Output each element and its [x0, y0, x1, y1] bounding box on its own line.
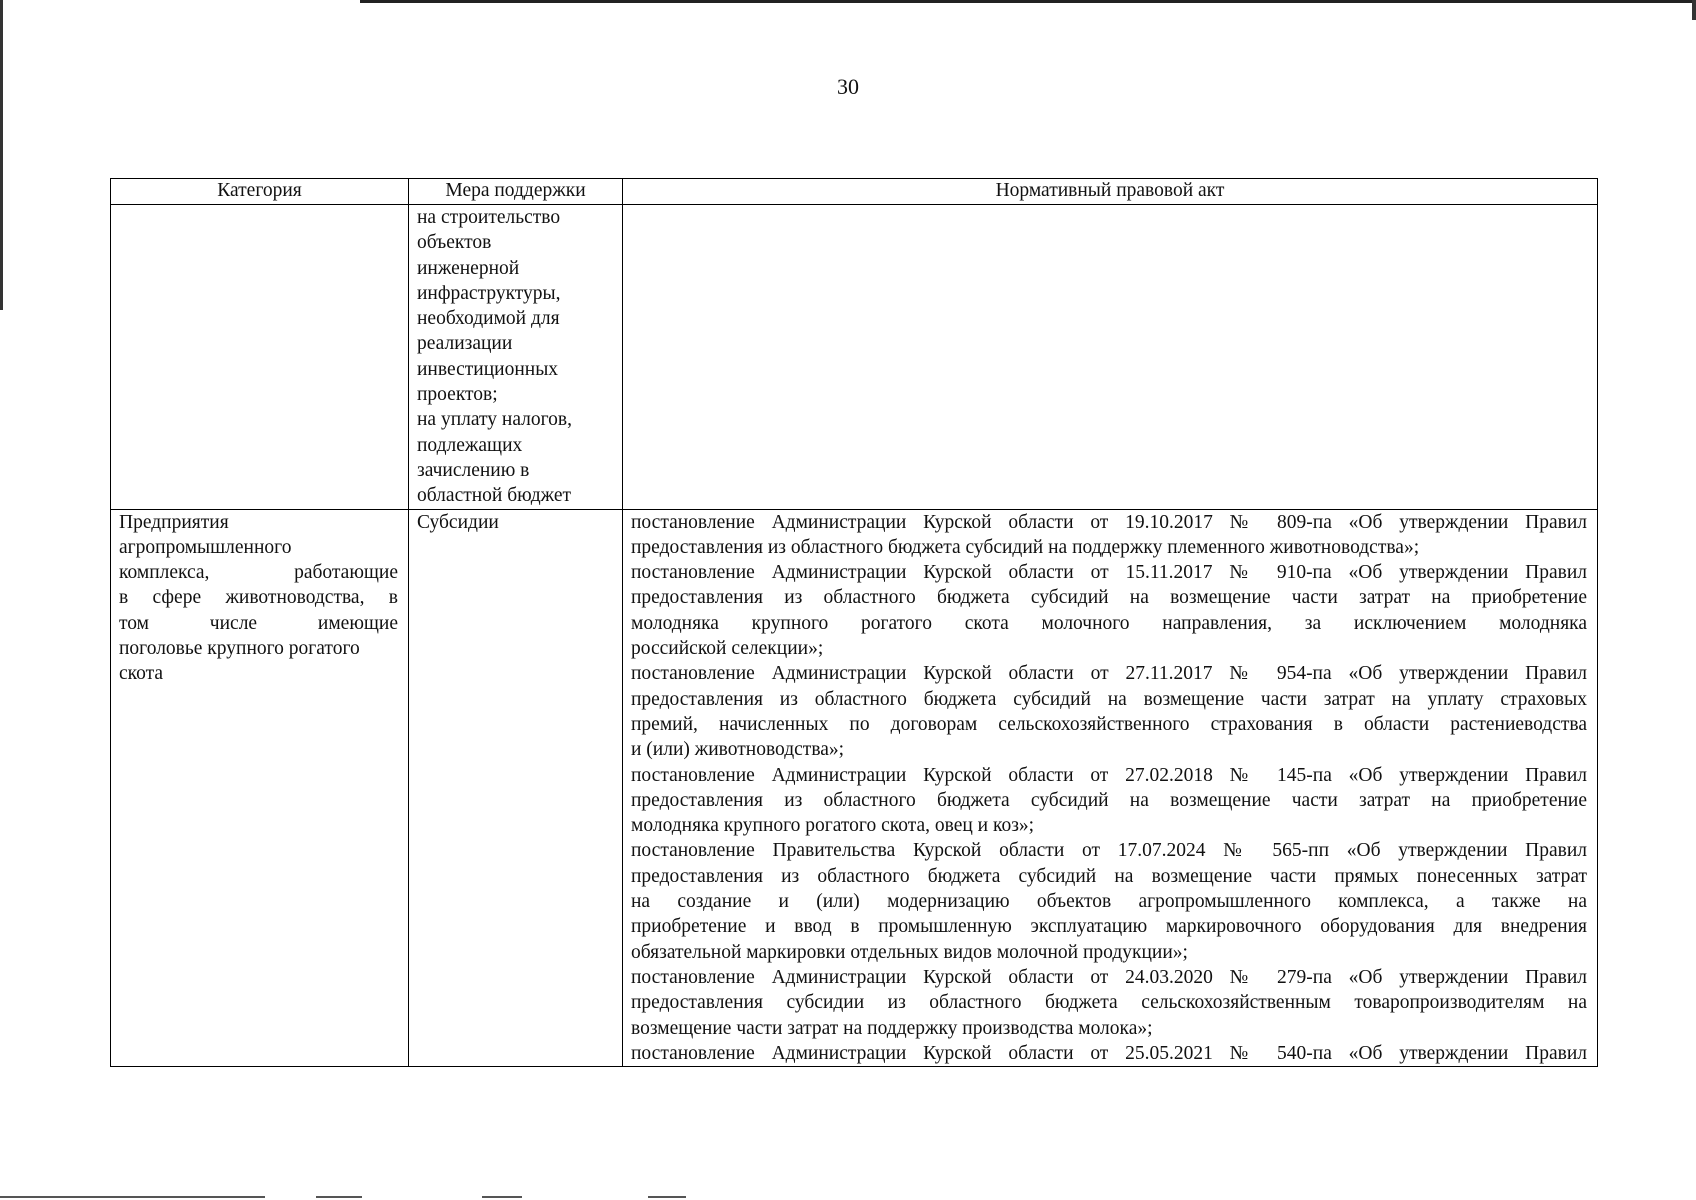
measure-line: инвестиционных: [417, 358, 559, 380]
measure-line: объектов: [417, 232, 492, 254]
legal-act-line: молодняка крупного рогатого скота, овец и коз»;: [631, 815, 1035, 837]
legal-act-cell: [623, 509, 1598, 1067]
measure-line: на уплату налогов,: [417, 409, 573, 431]
legal-act-line: постановление Администрации Курской области от 19.10.2017 № 809-па «Об утверждении Правил: [631, 511, 1587, 533]
category-line: Предприятия: [119, 511, 229, 533]
measure-cell: [409, 509, 623, 1067]
legal-act-line: молодняка крупного рогатого скота молочного направления, за исключением молодняка: [631, 612, 1587, 634]
category-line: в сфере животноводства, в: [119, 587, 398, 609]
measure-line: подлежащих: [417, 434, 523, 456]
category-line: том числе имеющие: [119, 612, 398, 634]
legal-act-line: предоставления субсидии из областного бюджета сельскохозяйственным товаропроизводителям на: [631, 992, 1587, 1014]
category-cell: [111, 509, 409, 1067]
legal-act-line: постановление Администрации Курской области от 24.03.2020 № 279-па «Об утверждении Правил: [631, 966, 1587, 988]
scan-edge-top: [360, 0, 1696, 3]
category-line: комплекса, работающие: [119, 562, 398, 584]
legal-act-line: премий, начисленных по договорам сельскохозяйственного страхования в области растениеводства: [631, 713, 1587, 735]
scan-edge-left: [0, 0, 3, 310]
measure-line: областной бюджет: [417, 485, 572, 507]
measure-line: проектов;: [417, 384, 498, 406]
measure-line: инфраструктуры,: [417, 282, 561, 304]
legal-act-line: на создание и (или) модернизацию объектов агропромышленного комплекса, а также на: [631, 891, 1587, 913]
legal-act-cell: [623, 205, 1598, 510]
legal-act-line: постановление Правительства Курской области от 17.07.2024 № 565-пп «Об утверждении Правил: [631, 840, 1587, 862]
legal-act-line: предоставления из областного бюджета субсидий на возмещение части затрат на уплату страховых: [631, 688, 1587, 710]
header-legal-act: Нормативный правовой акт: [623, 179, 1598, 205]
table-row: [111, 205, 1598, 510]
measure-line: Субсидии: [417, 511, 499, 533]
scan-edge-right: [1692, 0, 1696, 20]
legal-act-line: предоставления из областного бюджета субсидий на поддержку племенного животноводства»;: [631, 536, 1420, 558]
page-number: 30: [837, 74, 859, 99]
measure-line: реализации: [417, 333, 513, 355]
legal-act-line: постановление Администрации Курской области от 25.05.2021 № 540-па «Об утверждении Правил: [631, 1042, 1587, 1064]
measure-line: инженерной: [417, 257, 520, 279]
scan-edge-bottom: [0, 1196, 265, 1198]
category-line: поголовье крупного рогатого: [119, 638, 360, 660]
legal-act-line: и (или) животноводства»;: [631, 739, 845, 761]
legal-act-line: предоставления из областного бюджета субсидий на возмещение части прямых понесенных затрат: [631, 865, 1587, 887]
support-measures-table: [110, 178, 1598, 1067]
scan-edge-bottom: [316, 1196, 362, 1198]
table-header-row: [111, 179, 1598, 205]
measure-line: зачислению в: [417, 459, 530, 481]
measure-line: на строительство: [417, 207, 561, 228]
legal-act-line: постановление Администрации Курской области от 27.11.2017 № 954-па «Об утверждении Правил: [631, 663, 1587, 685]
legal-act-line: предоставления из областного бюджета субсидий на возмещение части затрат на приобретение: [631, 587, 1587, 609]
measure-cell: [409, 205, 623, 510]
category-line: скота: [119, 663, 164, 685]
legal-act-line: возмещение части затрат на поддержку производства молока»;: [631, 1017, 1153, 1039]
scan-edge-bottom: [648, 1196, 686, 1198]
measure-line: необходимой для: [417, 308, 560, 330]
header-support-measure: Мера поддержки: [409, 179, 623, 205]
header-category: Категория: [111, 179, 409, 205]
legal-act-line: предоставления из областного бюджета субсидий на возмещение части затрат на приобретение: [631, 789, 1587, 811]
table-row: [111, 509, 1598, 1067]
legal-act-line: постановление Администрации Курской области от 15.11.2017 № 910-па «Об утверждении Правил: [631, 562, 1587, 584]
legal-act-line: постановление Администрации Курской области от 27.02.2018 № 145-па «Об утверждении Правил: [631, 764, 1587, 786]
legal-act-line: российской селекции»;: [631, 638, 824, 660]
legal-act-line: приобретение и ввод в промышленную эксплуатацию маркировочного оборудования для внедрения: [631, 916, 1587, 938]
legal-act-line: обязательной маркировки отдельных видов молочной продукции»;: [631, 941, 1188, 963]
category-cell: [111, 205, 409, 510]
scan-edge-bottom: [482, 1196, 522, 1198]
category-line: агропромышленного: [119, 536, 292, 558]
